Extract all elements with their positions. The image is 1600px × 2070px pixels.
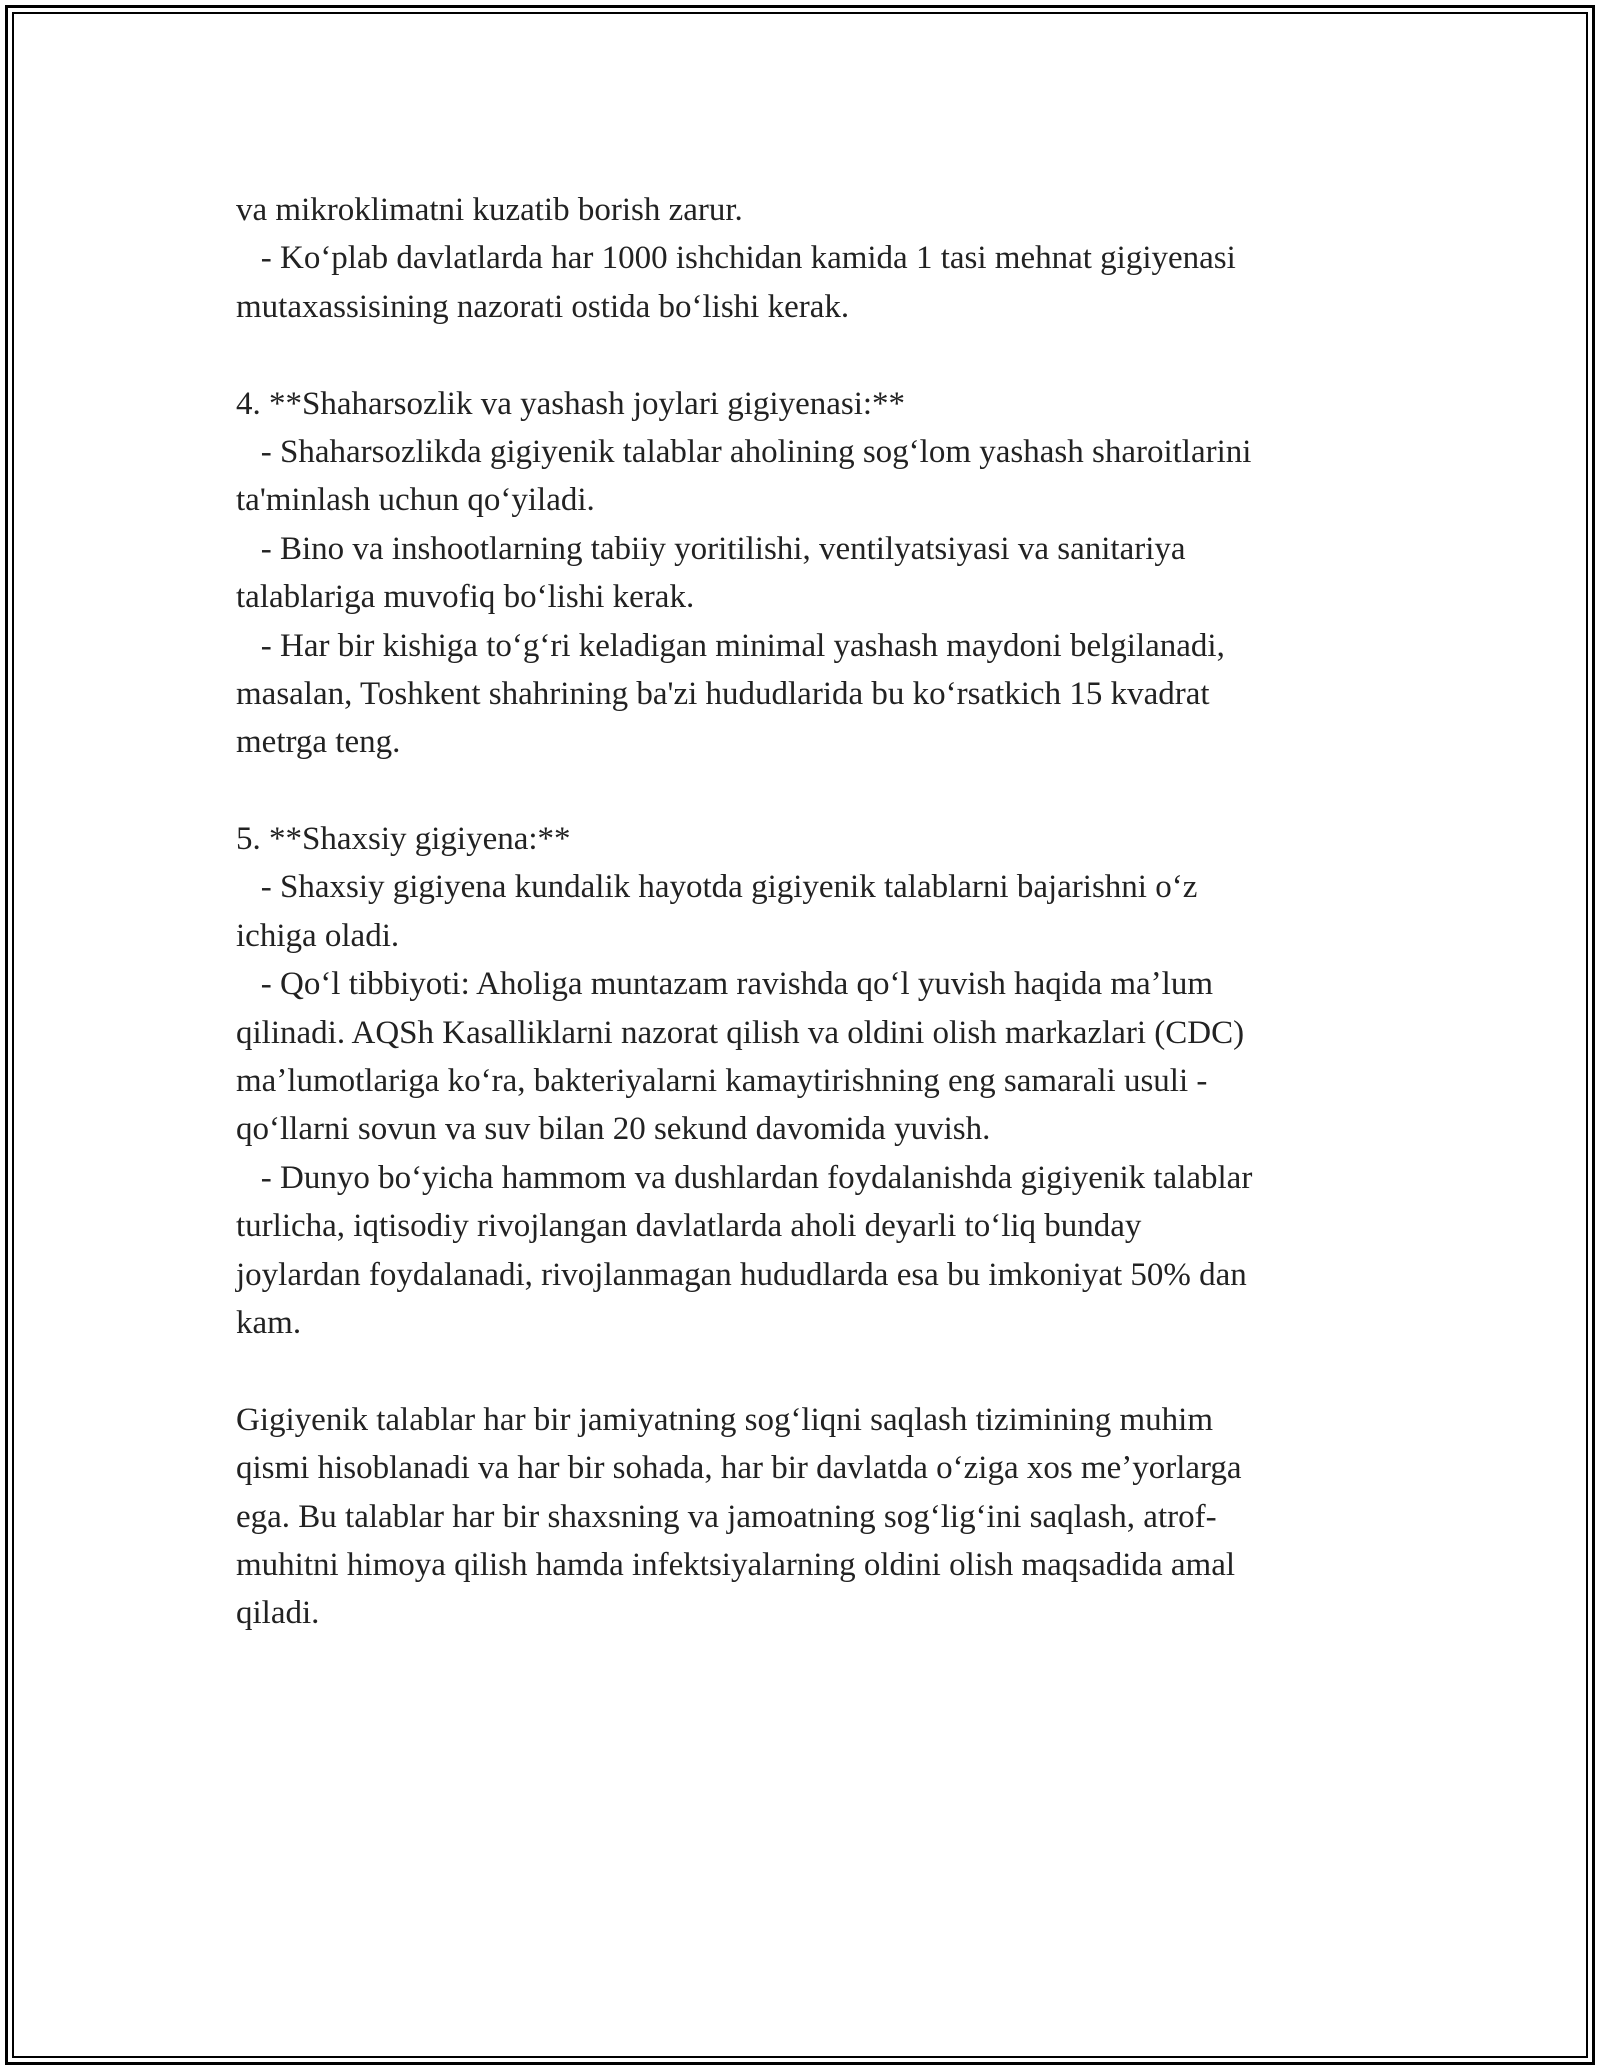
bullet-line: - Shaharsozlikda gigiyenik talablar aholining sogʻlom yashash sharoitlarini [236, 433, 1252, 470]
bullet-line: turlicha, iqtisodiy rivojlangan davlatlarda aholi deyarli toʻliq bunday [236, 1208, 1142, 1245]
bullet-line: talablariga muvofiq boʻlishi kerak. [236, 579, 695, 616]
section-heading: 4. **Shaharsozlik va yashash joylari gigiyenasi:** [236, 385, 906, 422]
paragraph-line: qiladi. [236, 1595, 320, 1632]
bullet-line: mutaxassisining nazorati ostida boʻlishi kerak. [236, 288, 850, 325]
section-heading: 5. **Shaxsiy gigiyena:** [236, 821, 571, 858]
bullet-line: - Koʻplab davlatlarda har 1000 ishchidan kamida 1 tasi mehnat gigiyenasi [236, 240, 1236, 277]
bullet-line: metrga teng. [236, 724, 401, 761]
bullet-line: kam. [236, 1304, 302, 1341]
paragraph-line: Gigiyenik talablar har bir jamiyatning sogʻliqni saqlash tizimining muhim [236, 1401, 1213, 1438]
blank-line [236, 331, 1376, 379]
paragraph-line: va mikroklimatni kuzatib borish zarur. [236, 192, 743, 228]
section-4 [236, 380, 1376, 767]
section-5 [236, 815, 1376, 1347]
section-3-continuation [236, 186, 1376, 331]
conclusion-paragraph [236, 1396, 1376, 1638]
bullet-line: maʼlumotlariga koʻra, bakteriyalarni kamaytirishning eng samarali usuli - [236, 1063, 1208, 1100]
bullet-line: masalan, Toshkent shahrining ba'zi hududlarida bu koʻrsatkich 15 kvadrat [236, 675, 1210, 712]
bullet-line: ta'minlash uchun qoʻyiladi. [236, 482, 595, 519]
blank-line [236, 767, 1376, 815]
bullet-line: ichiga oladi. [236, 917, 400, 954]
paragraph-line: muhitni himoya qilish hamda infektsiyalarning oldini olish maqsadida amal [236, 1546, 1236, 1583]
bullet-line: qilinadi. AQSh Kasalliklarni nazorat qilish va oldini olish markazlari (CDC) [236, 1014, 1245, 1051]
bullet-line: joylardan foydalanadi, rivojlanmagan hududlarda esa bu imkoniyat 50% dan [236, 1256, 1247, 1293]
bullet-line: - Dunyo boʻyicha hammom va dushlardan foydalanishda gigiyenik talablar [236, 1159, 1253, 1196]
bullet-line: - Bino va inshootlarning tabiiy yoritilishi, ventilyatsiyasi va sanitariya [236, 530, 1186, 567]
bullet-line: - Qoʻl tibbiyoti: Aholiga muntazam ravishda qoʻl yuvish haqida maʼlum [236, 966, 1213, 1003]
paragraph-line: qismi hisoblanadi va har bir sohada, har bir davlatda oʻziga xos meʼyorlarga [236, 1450, 1242, 1487]
document-body [236, 186, 1376, 1638]
paragraph-line: ega. Bu talablar har bir shaxsning va jamoatning sogʻligʻini saqlash, atrof- [236, 1498, 1217, 1535]
bullet-line: qoʻllarni sovun va suv bilan 20 sekund davomida yuvish. [236, 1111, 991, 1148]
blank-line [236, 1347, 1376, 1395]
bullet-line: - Har bir kishiga toʻgʻri keladigan minimal yashash maydoni belgilanadi, [236, 627, 1225, 664]
bullet-line: - Shaxsiy gigiyena kundalik hayotda gigiyenik talablarni bajarishni oʻz [236, 869, 1198, 906]
